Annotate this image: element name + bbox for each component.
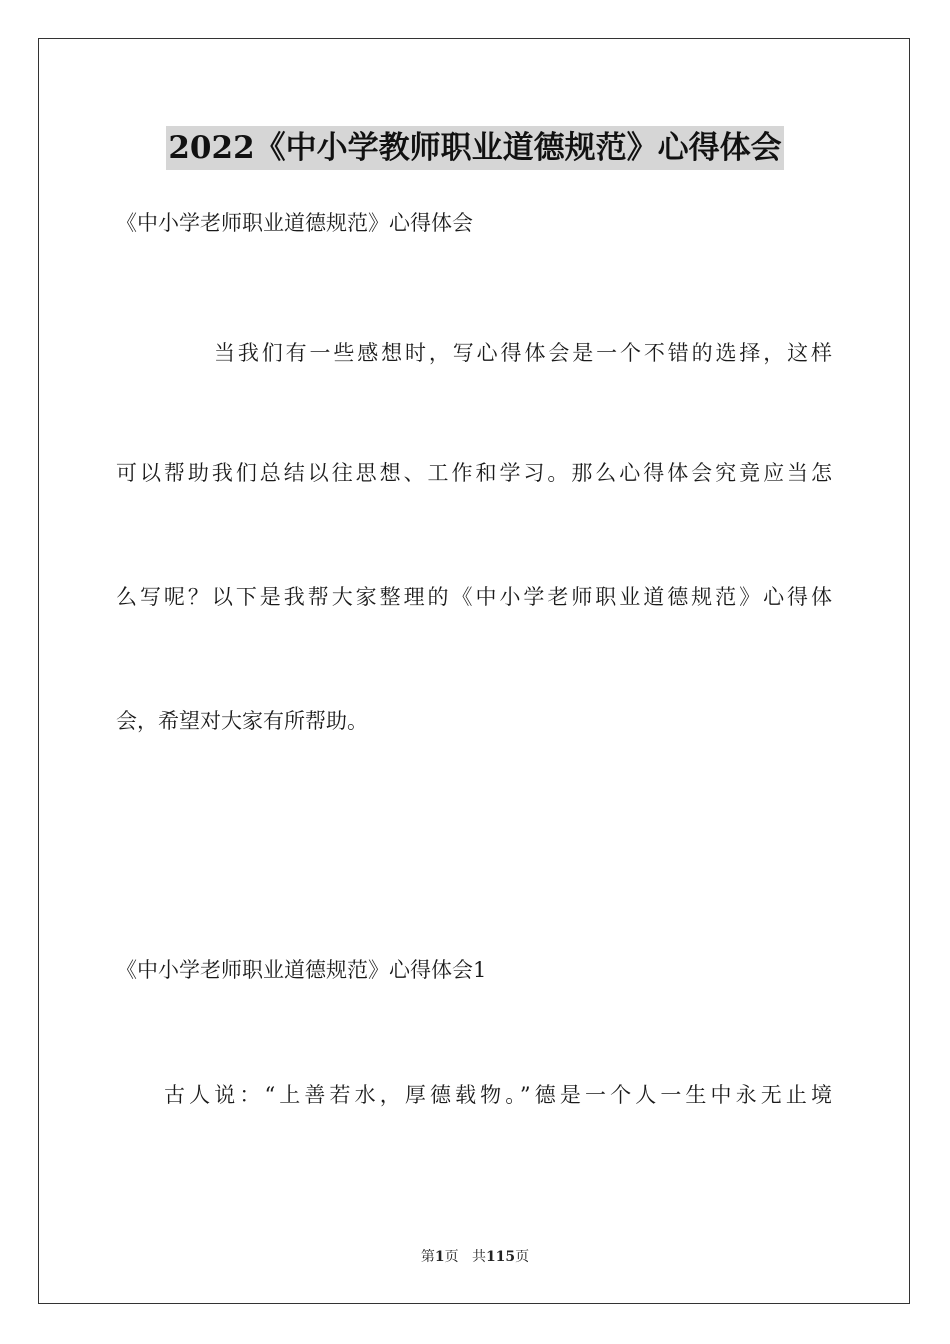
footer-page-prefix: 第 <box>420 1249 435 1265</box>
section-heading: 《中小学老师职业道德规范》心得体会1 <box>116 958 487 982</box>
document-title: 2022《中小学教师职业道德规范》心得体会 <box>166 126 783 170</box>
title-area <box>0 126 950 170</box>
footer-total-prefix: 共 <box>471 1249 486 1265</box>
document-subtitle: 《中小学老师职业道德规范》心得体会 <box>116 211 473 235</box>
footer-total-suffix: 页 <box>515 1249 530 1265</box>
footer-page-suffix: 页 <box>444 1249 459 1265</box>
footer-total-pages: 115 <box>485 1249 516 1265</box>
paragraph-1-line-2: 可以帮助我们总结以往思想、工作和学习。那么心得体会究竟应当怎 <box>116 461 832 485</box>
paragraph-1-line-3: 么写呢？以下是我帮大家整理的《中小学老师职业道德规范》心得体 <box>116 585 832 609</box>
page-footer <box>0 1247 950 1267</box>
paragraph-1-line-4: 会，希望对大家有所帮助。 <box>116 709 368 733</box>
paragraph-1-line-1: 当我们有一些感想时，写心得体会是一个不错的选择，这样 <box>214 341 832 365</box>
paragraph-2-line-1: 古人说：“上善若水，厚德载物。”德是一个人一生中永无止境 <box>164 1083 832 1107</box>
footer-page-number: 1 <box>434 1249 445 1265</box>
